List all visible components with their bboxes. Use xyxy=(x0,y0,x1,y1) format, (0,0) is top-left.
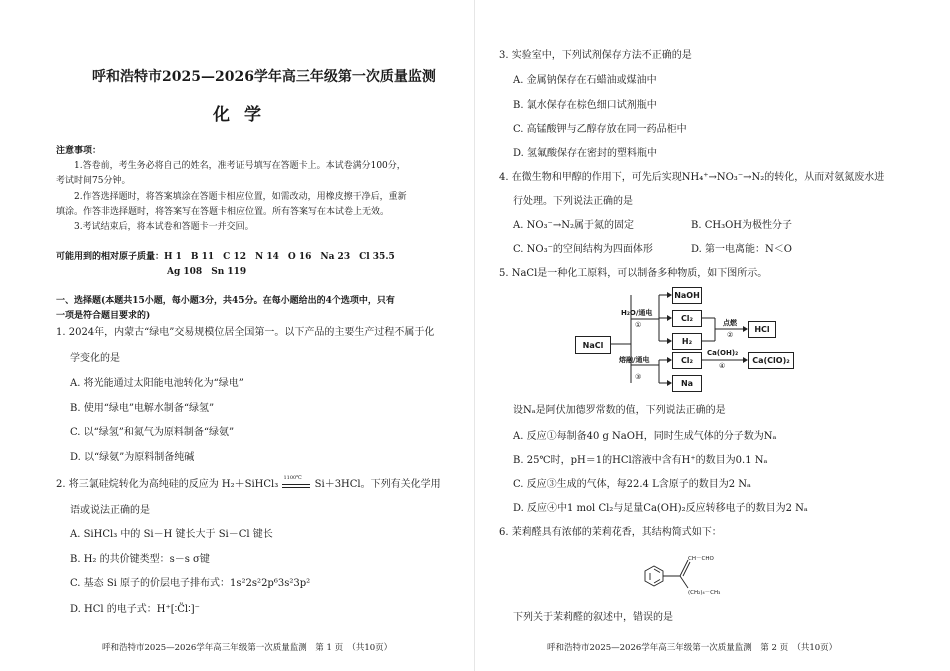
question-2-option-d: D. HCl 的电子式：H⁺[∶C̈l∶]⁻ xyxy=(70,604,200,615)
question-3-stem: 3. 实验室中，下列试剂保存方法不正确的是 xyxy=(499,50,692,61)
atomic-masses: Ag 108 Sn 119 xyxy=(167,267,247,277)
caclo2-box: Ca(ClO)₂ xyxy=(748,352,794,369)
section-heading: 一项是符合题目要求的) xyxy=(56,311,151,321)
question-1-option-a: A. 将光能通过太阳能电池转化为“绿电” xyxy=(70,378,244,389)
question-2-option-a: A. SiHCl₃ 中的 Si－H 键长大于 Si－Cl 键长 xyxy=(70,529,273,540)
question-4-option-b: B. CH₃OH为极性分子 xyxy=(691,220,793,231)
question-5-prompt: 设Nₐ是阿伏加德罗常数的值，下列说法正确的是 xyxy=(513,405,726,416)
naoh-box: NaOH xyxy=(672,287,702,304)
notice-line: 2.作答选择题时，将答案填涂在答题卡相应位置，如需改动，用橡皮擦干净后，重新 xyxy=(74,192,407,202)
page-footer: 呼和浩特市2025—2026学年高三年级第一次质量监测 第 2 页 （共10页） xyxy=(547,643,838,653)
question-4-option-a: A. NO₃⁻→N₂属于氮的固定 xyxy=(513,220,634,231)
equals-line xyxy=(282,487,310,488)
question-2-stem xyxy=(56,475,441,490)
caoh2-number: ④ xyxy=(719,362,726,370)
equals-line xyxy=(282,484,310,485)
route-3-label: 熔融/通电 xyxy=(619,356,650,364)
question-5-option-d: D. 反应④中1 mol Cl₂与足量Ca(OH)₂反应转移电子的数目为2 Nₐ xyxy=(513,503,808,514)
question-4-stem: 4. 在微生物和甲醇的作用下，可先后实现NH₄⁺→NO₃⁻→N₂的转化，从而对氨氮废水进 xyxy=(499,172,885,183)
question-3-option-d: D. 氢氟酸保存在密封的塑料瓶中 xyxy=(513,148,658,159)
caoh2-label: Ca(OH)₂ xyxy=(707,349,739,357)
hcl-box: HCl xyxy=(748,321,776,338)
question-2-stem: 语或说法正确的是 xyxy=(70,505,150,516)
route-1-label: H₂O/通电 xyxy=(621,309,653,317)
notice-line: 考试时间75分钟。 xyxy=(56,176,131,186)
question-5-option-b: B. 25℃时，pH＝1的HCl溶液中含有H⁺的数目为0.1 Nₐ xyxy=(513,455,768,466)
notice-line: 3.考试结束后，将本试卷和答题卡一并交回。 xyxy=(74,222,254,232)
reaction-reactants: 2. 将三氯硅烷转化为高纯硅的反应为 H₂＋SiHCl₃ xyxy=(56,479,279,490)
question-6-prompt: 下列关于茉莉醛的叙述中，错误的是 xyxy=(513,612,673,623)
question-3-option-c: C. 高锰酸钾与乙醇存放在同一药品柜中 xyxy=(513,124,687,135)
atomic-masses: 可能用到的相对原子质量：H 1 B 11 C 12 N 14 O 16 Na 23 Cl 35.5 xyxy=(56,252,395,262)
question-4-option-d: D. 第一电离能：N＜O xyxy=(691,244,792,255)
question-4-stem: 行处理。下列说法正确的是 xyxy=(513,196,633,207)
notice-line: 填涂。作答非选择题时，将答案写在答题卡相应位置。所有答案写在本试卷上无效。 xyxy=(56,207,390,217)
pentyl-chain: (CH₂)₄－CH₃ xyxy=(688,590,721,596)
jasminaldehyde-structure xyxy=(475,0,950,671)
question-1-option-b: B. 使用“绿电”电解水制备“绿氢” xyxy=(70,403,215,414)
notice-heading: 注意事项： xyxy=(56,146,102,156)
question-5-option-c: C. 反应③生成的气体，每22.4 L含原子的数目为2 Nₐ xyxy=(513,479,751,490)
ignite-label: 点燃 xyxy=(723,319,737,327)
reaction-condition: 1100℃ xyxy=(283,474,302,481)
section-heading: 一、选择题(本题共15小题，每小题3分，共45分。在每小题给出的4个选项中，只有 xyxy=(56,296,395,306)
question-1-option-c: C. 以“绿氢”和氮气为原料制备“绿氨” xyxy=(70,427,235,438)
na-box: Na xyxy=(672,375,702,392)
cl2-box-bottom: Cl₂ xyxy=(672,352,702,369)
question-5-stem: 5. NaCl是一种化工原料，可以制备多种物质，如下图所示。 xyxy=(499,268,768,279)
exam-page-2 xyxy=(475,0,950,671)
structure-drawing xyxy=(475,0,950,671)
cl2-box-top: Cl₂ xyxy=(672,310,702,327)
reaction-arrow xyxy=(281,474,311,490)
question-6-stem: 6. 茉莉醛具有浓郁的茉莉花香，其结构简式如下： xyxy=(499,527,722,538)
question-5-option-a: A. 反应①每制备40 g NaOH，同时生成气体的分子数为Nₐ xyxy=(513,431,777,442)
question-3-option-b: B. 氯水保存在棕色细口试剂瓶中 xyxy=(513,100,657,111)
question-2-option-c: C. 基态 Si 原子的价层电子排布式：1s²2s²2p⁶3s²3p² xyxy=(70,578,311,589)
question-2-option-b: B. H₂ 的共价键类型：s－s σ键 xyxy=(70,554,210,565)
reaction-products: Si＋3HCl。下列有关化学用 xyxy=(314,479,441,490)
question-1-stem: 学变化的是 xyxy=(70,353,120,364)
ignite-number: ② xyxy=(727,331,734,339)
notice-line: 1.答卷前，考生务必将自己的姓名，准考证号填写在答题卡上。本试卷满分100分， xyxy=(74,161,406,171)
subject-title: 化学 xyxy=(213,105,275,125)
question-4-option-c: C. NO₃⁻的空间结构为四面体形 xyxy=(513,244,653,255)
page-footer: 呼和浩特市2025—2026学年高三年级第一次质量监测 第 1 页 （共10页） xyxy=(102,643,393,653)
exam-title: 呼和浩特市2025—2026学年高三年级第一次质量监测 xyxy=(92,69,436,85)
aldehyde-group: CH－CHO xyxy=(688,556,714,562)
nacl-box: NaCl xyxy=(575,336,611,354)
question-3-option-a: A. 金属钠保存在石蜡油或煤油中 xyxy=(513,75,657,86)
h2-box: H₂ xyxy=(672,333,702,350)
question-1-stem: 1. 2024年，内蒙古“绿电”交易规模位居全国第一。以下产品的主要生产过程不属于化 xyxy=(56,327,435,338)
question-1-option-d: D. 以“绿氨”为原料制备纯碱 xyxy=(70,452,195,463)
route-3-number: ③ xyxy=(635,373,642,381)
route-1-number: ① xyxy=(635,321,642,329)
